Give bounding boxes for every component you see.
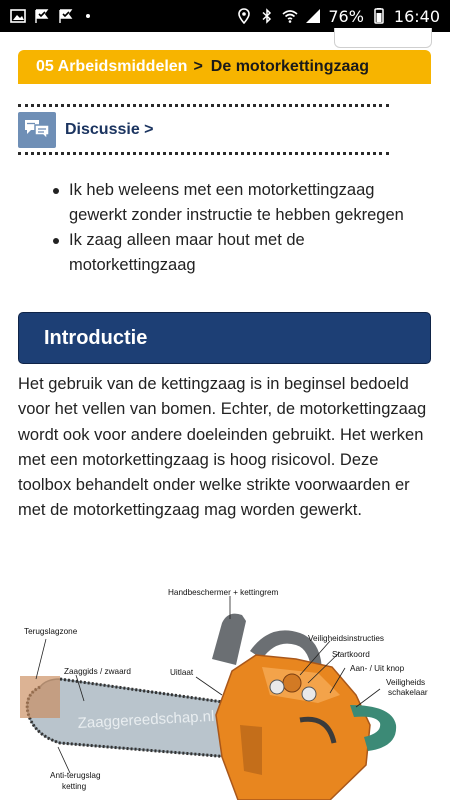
dotted-divider [18,104,389,107]
label-exhaust: Uitlaat [170,668,194,677]
list-item: Ik heb weleens met een motorkettingzaag gewerkt zonder instructie te hebben gekregen [52,178,432,228]
gallery-icon [10,8,26,24]
discussion-link-row[interactable] [18,112,154,148]
label-recoil-zone: Terugslagzone [24,627,78,636]
notification-icons [10,8,90,24]
label-on-off: Aan- / Uit knop [350,664,405,673]
breadcrumb [18,50,431,84]
chainsaw-body [216,655,396,800]
label-safety-switch: Veiligheids [386,678,426,687]
breadcrumb-section-link[interactable]: 05 Arbeidsmiddelen [36,58,188,75]
intro-paragraph: Het gebruik van de kettingzaag is in beginsel bedoeld voor het vellen van bomen. Echter, de motorkettingzaag wordt ook voor andere doeleinden gebruikt. Het werken met een motorkettingzaag is hoog risicovol. Deze toolbox behandelt onder welke strikte voorwaarden er met de motorkettingzaag mag worden gewerkt. [18,375,427,520]
check-flag-icon [58,8,74,24]
wifi-icon [282,8,298,24]
label-safety-switch: schakelaar [388,688,428,697]
list-item: Ik zaag alleen maar hout met de motorkettingzaag [52,228,432,278]
discussion-link[interactable]: Discussie > [65,121,154,138]
bluetooth-icon [259,8,275,24]
label-safety-instructions: Veiligheidsinstructies [308,634,385,643]
chat-bubbles-icon [18,112,56,148]
breadcrumb-separator: > [193,58,203,75]
label-anti-kickback: ketting [62,782,87,791]
top-toolbar-remnant [0,32,450,50]
label-start-cord: Startkoord [332,650,370,659]
clock: 16:40 [393,6,440,26]
section-header-introductie [18,312,431,364]
battery-icon [371,8,387,24]
label-anti-kickback: Anti-terugslag [50,771,101,780]
battery-percent: 76% [328,6,364,26]
more-notifications-dot [86,14,90,18]
watermark: Zaaggereedschap.nl [77,707,215,732]
chainsaw-diagram [0,575,450,800]
top-button[interactable] [334,28,432,48]
location-icon [236,8,252,24]
breadcrumb-current: De motorkettingzaag [210,58,370,75]
signal-icon [305,8,321,24]
label-hand-guard: Handbeschermer + kettingrem [168,588,279,597]
label-guide-bar: Zaaggids / zwaard [64,667,131,676]
section-title: Introductie [44,326,148,349]
system-icons [236,7,440,26]
recoil-zone-highlight [20,676,60,718]
discussion-bullets [52,178,432,278]
check-flag-icon [34,8,50,24]
dotted-divider [18,152,389,155]
